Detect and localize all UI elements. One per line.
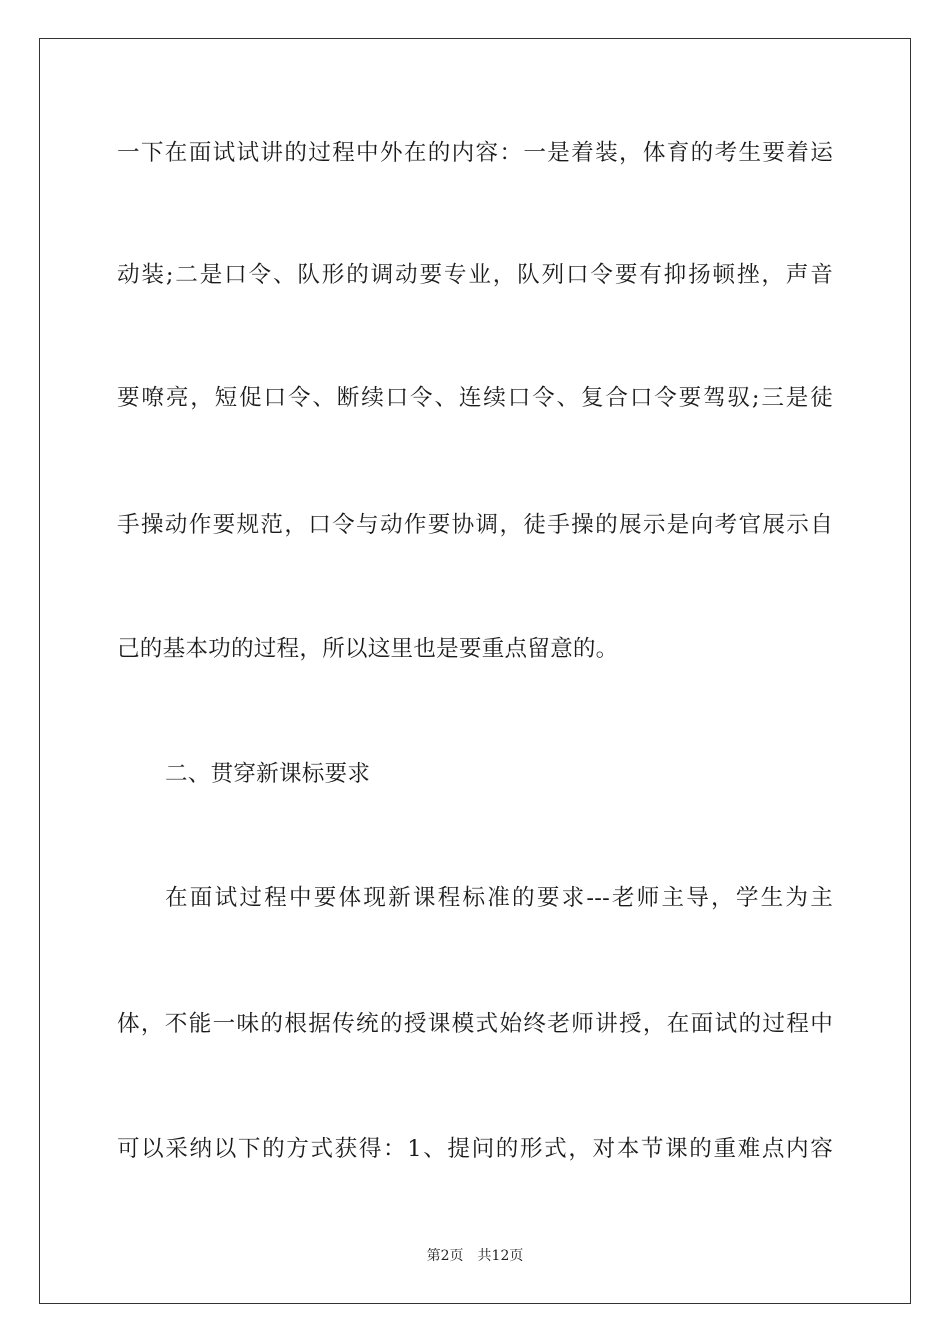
page-number: 第2页: [426, 1248, 464, 1264]
paragraph2-line-3: 可以采纳以下的方式获得：1、提问的形式，对本节课的重难点内容: [117, 1136, 833, 1162]
paragraph2-line-2: 体，不能一味的根据传统的授课模式始终老师讲授，在面试的过程中: [117, 1011, 833, 1037]
section-heading: 二、贯穿新课标要求: [165, 761, 371, 787]
page-total: 共12页: [477, 1248, 524, 1264]
paragraph-line-3: 要嘹亮，短促口令、断续口令、连续口令、复合口令要驾驭;三是徒: [117, 385, 833, 411]
paragraph-line-5: 己的基本功的过程，所以这里也是要重点留意的。: [117, 636, 619, 662]
paragraph2-line-1: 在面试过程中要体现新课程标准的要求---老师主导，学生为主: [165, 885, 833, 911]
paragraph-line-1: 一下在面试试讲的过程中外在的内容：一是着装，体育的考生要着运: [117, 140, 833, 166]
page-border: [39, 38, 911, 1304]
page-footer: [0, 1247, 950, 1265]
paragraph-line-2: 动装;二是口令、队形的调动要专业，队列口令要有抑扬顿挫，声音: [117, 262, 833, 288]
paragraph-line-4: 手操动作要规范，口令与动作要协调，徒手操的展示是向考官展示自: [117, 512, 833, 538]
